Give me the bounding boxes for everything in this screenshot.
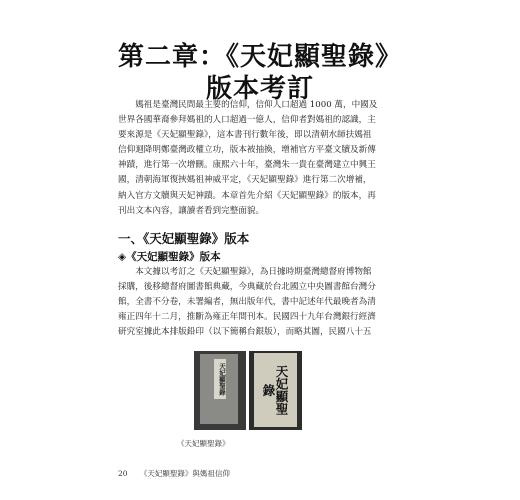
title-page	[254, 353, 297, 427]
text-line: 本文據以考訂之《天妃顯聖錄》，為日據時期臺灣總督府博物館	[118, 267, 372, 277]
chapter-title: 第二章：《天妃顯聖錄》	[117, 42, 402, 72]
page-number: 20	[118, 469, 128, 478]
running-title: 《天妃顯聖錄》與媽祖信仰	[139, 469, 230, 478]
book-cover-photo-left	[194, 351, 246, 430]
page-footer	[118, 468, 230, 479]
text-line: 雍正四年十二月，推斷為雍正年間刊本。民國四十九年台灣銀行經濟	[118, 312, 376, 323]
section-heading: 一、《天妃顯聖錄》版本	[118, 231, 250, 246]
text-line: 館，全書不分卷，未署編者，無出版年代，書中記述年代最晚者為清	[118, 297, 376, 308]
text-line: 國，清朝海軍復挾媽祖神威平定，《天妃顯聖錄》進行第二次增補，	[118, 175, 372, 186]
text-line: 刊出文本內容，讓讀者看到完整面貌。	[118, 205, 265, 216]
title-page-text: 天妃顯聖錄	[261, 365, 289, 415]
subsection-heading: ◈《天妃顯聖錄》版本	[118, 251, 221, 263]
body-paragraph	[118, 265, 408, 340]
book-title-page-photo-right	[249, 351, 302, 430]
text-line: 納入官方文牘與天妃神蹟。本章首先介紹《天妃顯聖錄》的版本，再	[118, 190, 376, 201]
text-line: 信仰迴降明鄭臺灣政權立功，版本被抽換，增補官方平臺文牘及新傳	[118, 145, 376, 156]
text-line: 採購，後移總督府圖書館典藏，今典藏於台北國立中央圖書館台灣分	[118, 282, 376, 293]
text-line: 研究室據此本排版鉛印（以下簡稱台銀版），而略其圖，民國八十五	[118, 327, 372, 338]
figure-caption: 《天妃顯聖錄》	[177, 439, 230, 448]
book-cover	[200, 354, 238, 424]
text-line: 要來源是《天妃顯聖錄》，這本書刊行數年後，即以清朝水師扶媽祖	[118, 130, 372, 141]
text-line: 神蹟，進行第一次增刪。康熙六十年，臺灣朱一貴在臺灣建立中興王	[118, 160, 376, 171]
chapter-subtitle: 版本考訂	[205, 74, 314, 104]
cover-title-slip: 天妃顯聖錄	[214, 359, 226, 399]
text-line: 世界各國華裔參拜媽祖的人口超過一億人，信仰者對媽祖的認識，主	[118, 115, 376, 126]
intro-paragraph	[118, 98, 408, 219]
text-line: 媽祖是臺灣民間最主要的信仰，信仰人口超過 1000 萬，中國及	[118, 100, 378, 110]
